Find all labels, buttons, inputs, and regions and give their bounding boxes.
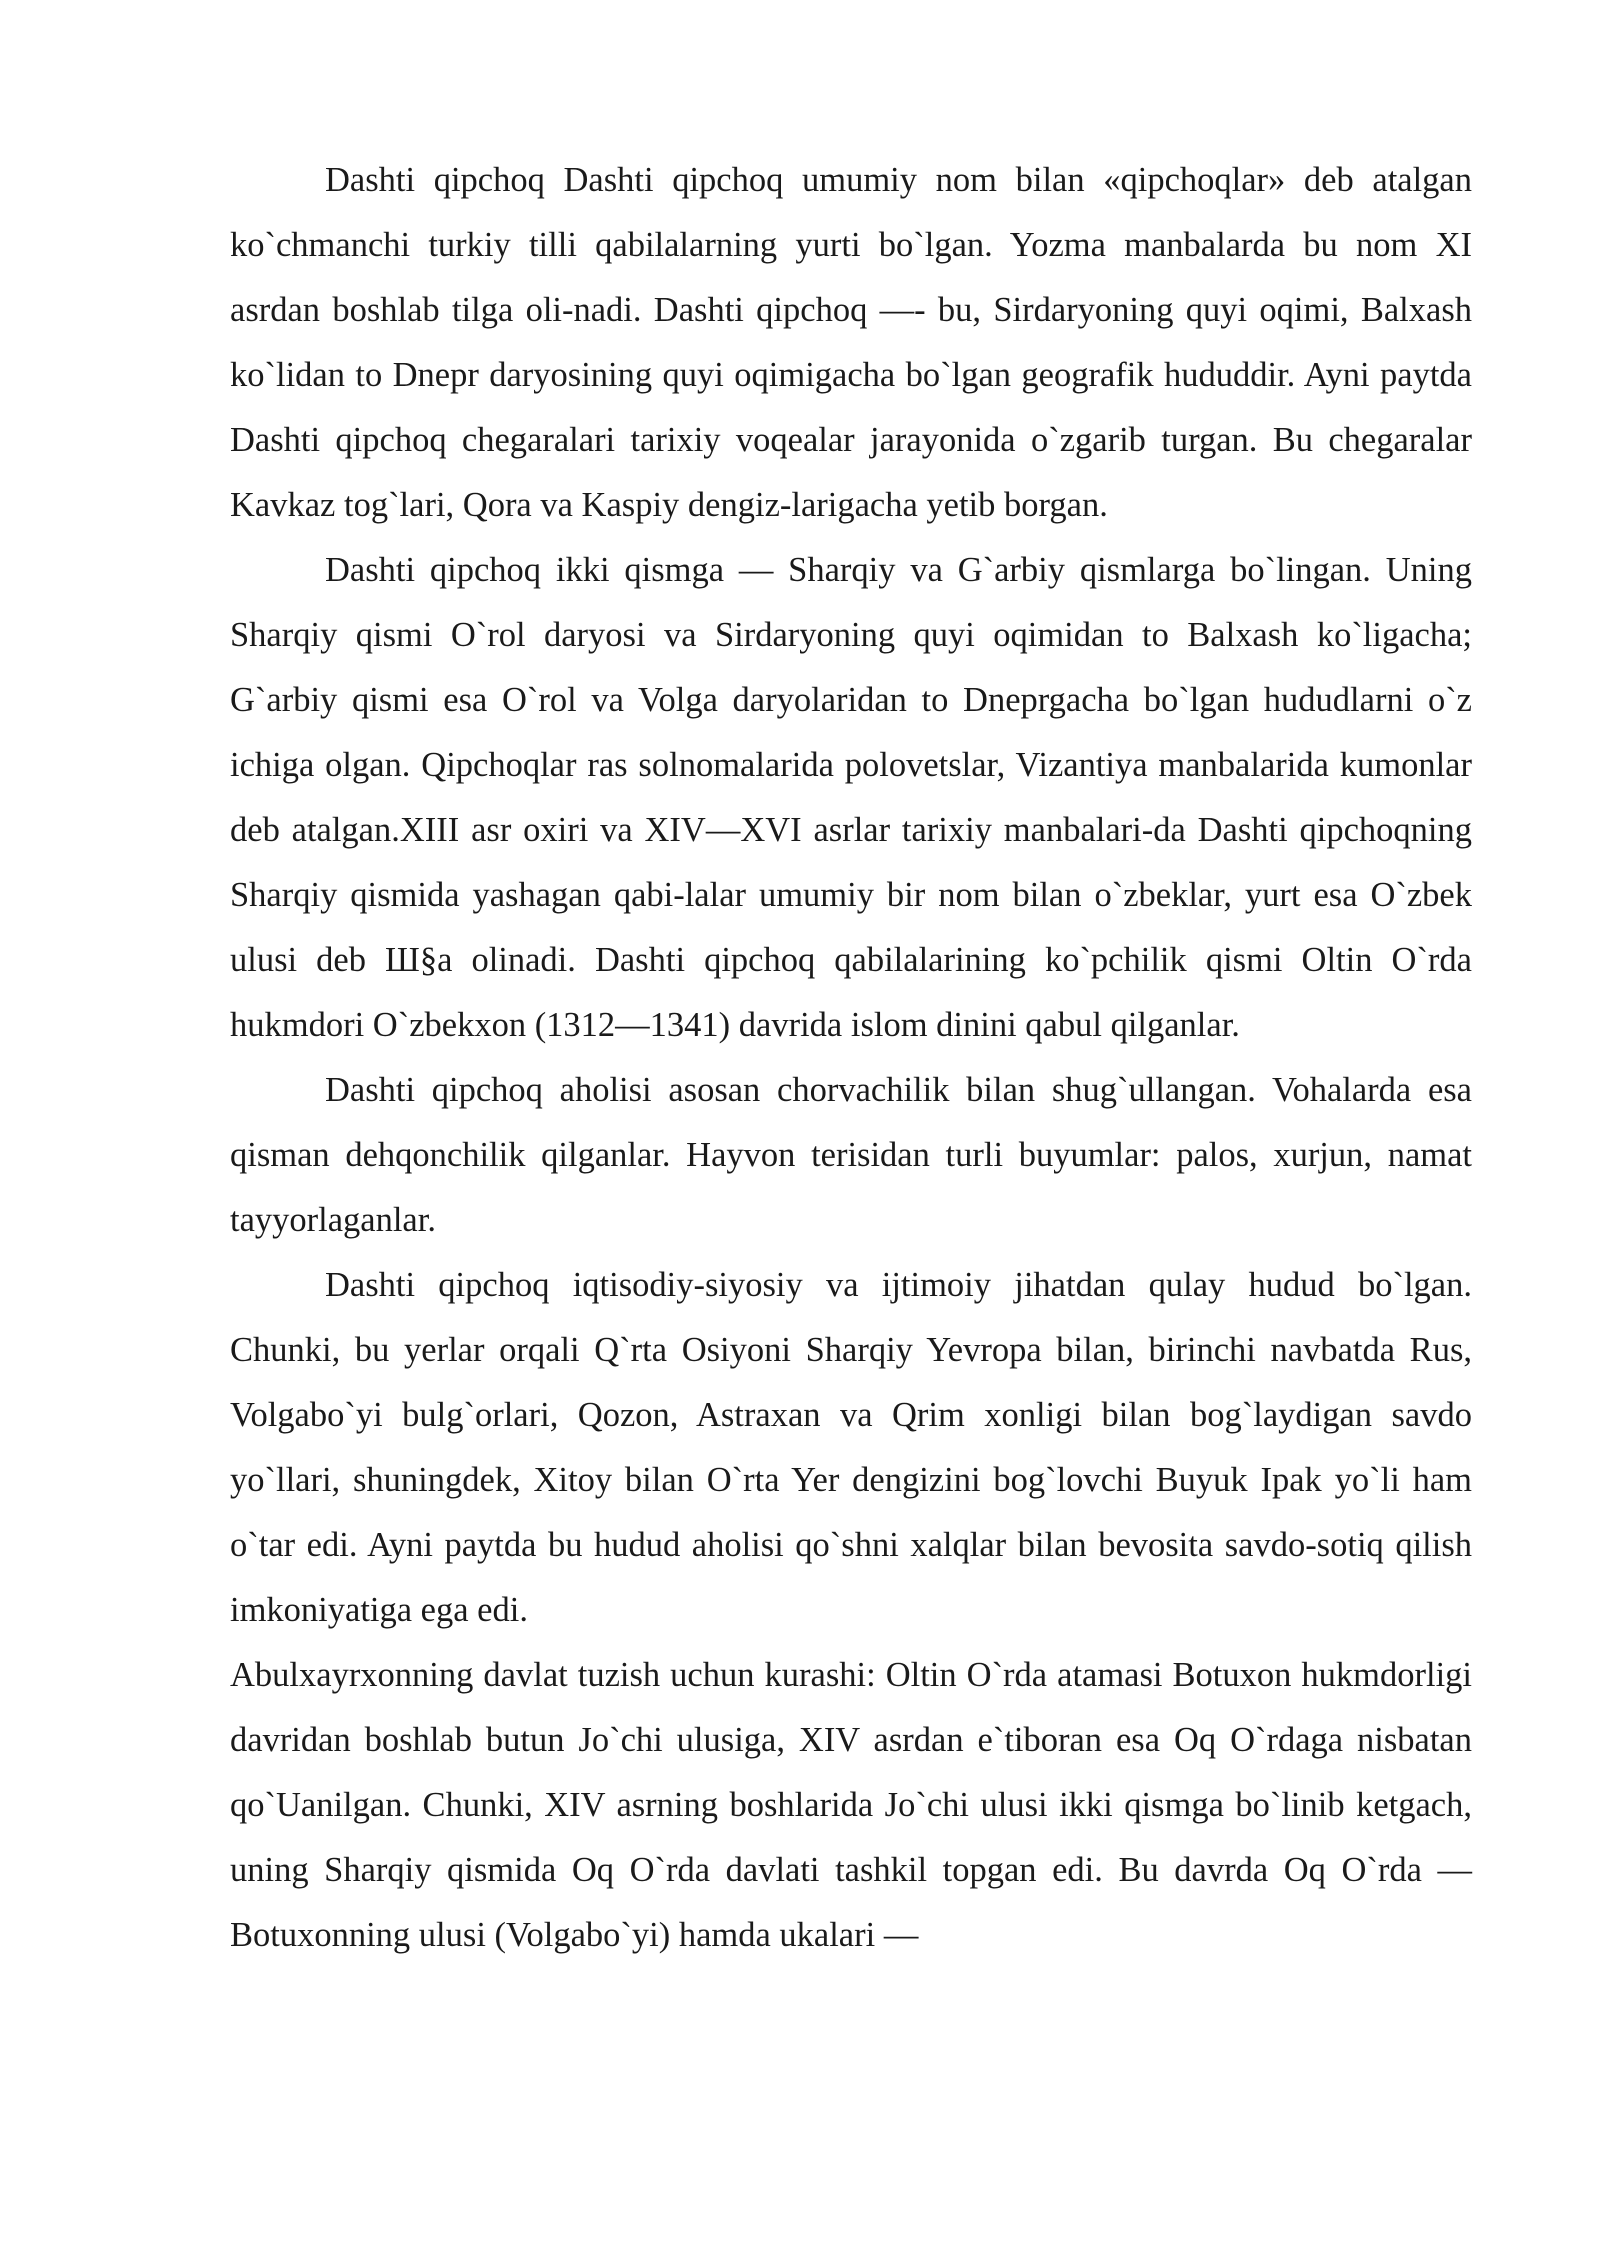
paragraph-dashti-qipchoq-parts: Dashti qipchoq ikki qismga — Sharqiy va G`arbiy qismlarga bo`lingan. Uning Sharqiy qismi O`rol daryosi va Sirdaryoning quyi oqimidan to Balxash ko`ligacha; G`arbiy qismi esa O`rol va Volga daryolaridan to Dneprgacha bo`lgan hududlarni o`z ichiga olgan. Qipchoqlar ras solnomalarida polovetslar, Vizantiya manbalarida kumonlar deb atalgan.XIII asr oxiri va XIV—XVI asrlar tarixiy manbalari-da Dashti qipchoqning Sharqiy qismida yashagan qabi-lalar umumiy bir nom bilan o`zbeklar, yurt esa O`zbek ulusi deb Ш§a olinadi. Dashti qipchoq qabilalarining ko`pchilik qismi Oltin O`rda hukmdori O`zbekxon (1312—1341) davrida islom dinini qabul qilganlar. [230,551,1472,1044]
document-body [230,148,1472,1968]
paragraph-abulxayrxon: Abulxayrxonning davlat tuzish uchun kurashi: Oltin O`rda atamasi Botuxon hukmdorligi davridan boshlab butun Jo`chi ulusiga, XIV asrdan e`tiboran esa Oq O`rdaga nisbatan qo`Uanilgan. Chunki, XIV asrning boshlarida Jo`chi ulusi ikki qismga bo`linib ketgach, uning Sharqiy qismida Oq O`rda davlati tashkil topgan edi. Bu davrda Oq O`rda — Botuxonning ulusi (Volgabo`yi) hamda ukalari — [230,1656,1472,1954]
paragraph-trade-routes: Dashti qipchoq iqtisodiy-siyosiy va ijtimoiy jihatdan qulay hudud bo`lgan. Chunki, bu yerlar orqali Q`rta Osiyoni Sharqiy Yevropa bilan, birinchi navbatda Rus, Volgabo`yi bulg`orlari, Qozon, Astraxan va Qrim xonligi bilan bog`laydigan savdo yo`llari, shuningdek, Xitoy bilan O`rta Yer dengizini bog`lovchi Buyuk Ipak yo`li ham o`tar edi. Ayni paytda bu hudud aholisi qo`shni xalqlar bilan bevosita savdo-sotiq qilish imkoniyatiga ega edi. [230,1266,1472,1629]
paragraph-population-economy: Dashti qipchoq aholisi asosan chorvachilik bilan shug`ullangan. Vohalarda esa qisman dehqonchilik qilganlar. Hayvon terisidan turli buyumlar: palos, xurjun, namat tayyorlaganlar. [230,1071,1472,1239]
paragraph-dashti-qipchoq-intro: Dashti qipchoq Dashti qipchoq umumiy nom bilan «qipchoqlar» deb atalgan ko`chmanchi turkiy tilli qabilalarning yurti bo`lgan. Yozma manbalarda bu nom XI asrdan boshlab tilga oli-nadi. Dashti qipchoq —- bu, Sirdaryoning quyi oqimi, Balxash ko`lidan to Dnepr daryosining quyi oqimigacha bo`lgan geografik hududdir. Ayni paytda Dashti qipchoq chegaralari tarixiy voqealar jarayonida o`zgarib turgan. Bu chegaralar Kavkaz tog`lari, Qora va Kaspiy dengiz-larigacha yetib borgan. [230,161,1472,524]
